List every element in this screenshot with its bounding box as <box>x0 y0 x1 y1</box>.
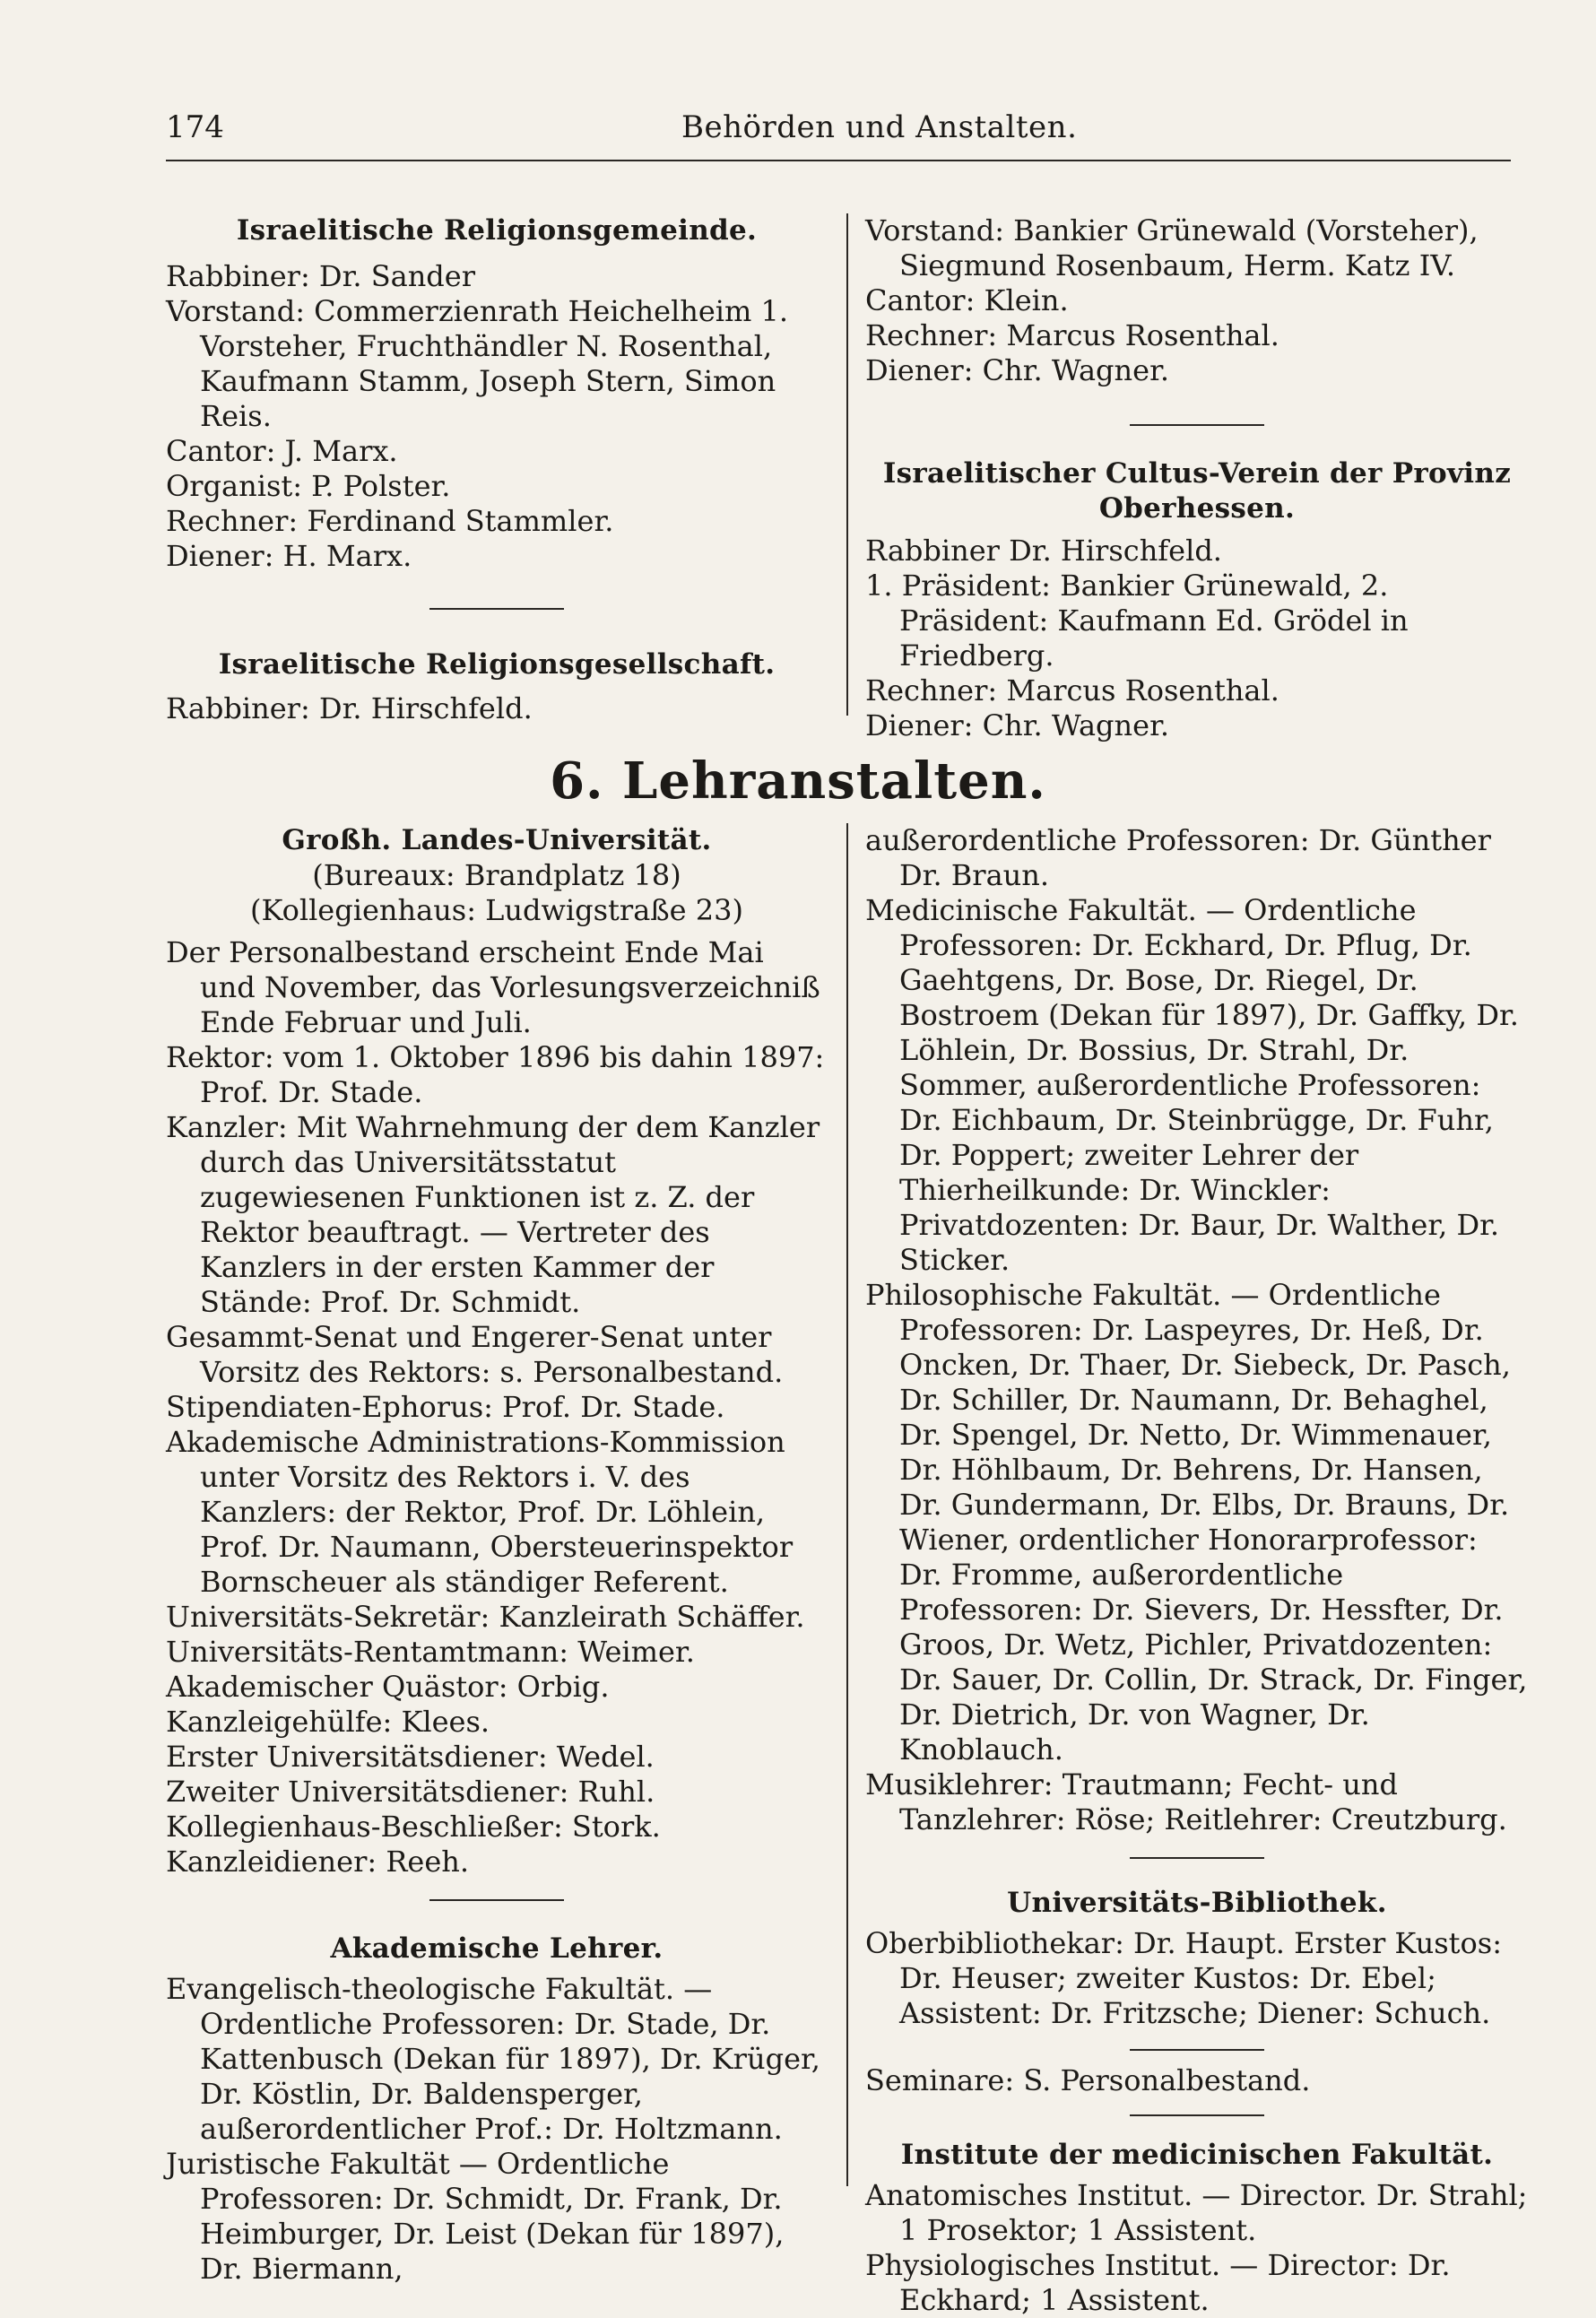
quaestor-entry: Akademischer Quästor: Orbig. <box>166 1670 610 1704</box>
treasurer-entry: Rechner: Marcus Rosenthal. <box>865 318 1279 352</box>
section-title: Institute der medicinischen Fakultät. <box>900 2139 1494 2171</box>
treasurer-entry: Rechner: Marcus Rosenthal. <box>865 673 1279 708</box>
cantor-entry: Cantor: J. Marx. <box>166 434 398 468</box>
section-title: Universitäts-Bibliothek. <box>1007 1887 1387 1919</box>
faculty-entry: Medicinische Fakultät. — Ordentliche Professoren: Dr. Eckhard, Dr. Pflug, Dr. Gaehtgens, Dr. Bose, Dr. Riegel, Dr. Bostroem (Dekan für 1897), Dr. Gaffky, Dr. Löhlein, Dr. Bossius, Dr. Strahl, Dr. Sommer, außerordentliche Professoren: Dr. Eichbaum, Dr. Steinbrügge, Dr. Fuhr, Dr. Poppert; zweiter Lehrer der Thierheilkunde: Dr. Winckler: Privatdozenten: Dr. Baur, Dr. Walther, Dr. Sticker. <box>865 893 1519 1277</box>
top-left-column <box>166 213 828 726</box>
page-header <box>166 106 1511 169</box>
faculty-entry: Evangelisch-theologische Fakultät. — Ordentliche Professoren: Dr. Stade, Dr. Kattenbusch (Dekan für 1897), Dr. Krüger, Dr. Köstlin, Dr. Baldensperger, außerordentlicher Prof.: Dr. Holtzmann. <box>166 1972 820 2146</box>
institute-entry: Physiologisches Institut. — Director: Dr. Eckhard; 1 Assistent. <box>865 2248 1451 2317</box>
assistant-entry: Kanzleigehülfe: Klees. <box>166 1705 490 1739</box>
cantor-entry: Cantor: Klein. <box>865 283 1069 317</box>
institute-entry: Anatomisches Institut. — Director. Dr. Strahl; 1 Prosektor; 1 Assistent. <box>865 2178 1528 2247</box>
servant-entry: Diener: H. Marx. <box>166 539 412 573</box>
president-entry: 1. Präsident: Bankier Grünewald, 2. Präsident: Kaufmann Ed. Grödel in Friedberg. <box>865 569 1409 673</box>
organist-entry: Organist: P. Polster. <box>166 469 451 503</box>
rabbi-entry: Rabbiner Dr. Hirschfeld. <box>865 534 1222 568</box>
board-entry: Vorstand: Bankier Grünewald (Vorsteher), Siegmund Rosenbaum, Herm. Katz IV. <box>865 213 1479 282</box>
rabbi-entry: Rabbiner: Dr. Sander <box>166 259 476 293</box>
seminare-entry: Seminare: S. Personalbestand. <box>865 2063 1311 2097</box>
office-servant-entry: Kanzleidiener: Reeh. <box>166 1845 470 1879</box>
teachers-entry: Musiklehrer: Trautmann; Fecht- und Tanzlehrer: Röse; Reitlehrer: Creutzburg. <box>865 1767 1507 1836</box>
bottom-left-column <box>166 823 828 2287</box>
treasurer-entry: Rechner: Ferdinand Stammler. <box>166 504 614 538</box>
section-title: Israelitischer Cultus-Verein der Provinz Oberhessen. <box>882 457 1512 525</box>
top-right-column <box>865 213 1529 743</box>
ephorus-entry: Stipendiaten-Ephorus: Prof. Dr. Stade. <box>166 1390 725 1424</box>
secretary-entry: Universitäts-Sekretär: Kanzleirath Schäffer. <box>166 1600 805 1634</box>
section-title: Großh. Landes-Universität. <box>282 824 712 856</box>
section-title: Israelitische Religionsgemeinde. <box>236 214 758 247</box>
section-title: Akademische Lehrer. <box>330 1932 664 1965</box>
page-number: 174 <box>166 109 224 145</box>
senate-entry: Gesammt-Senat und Engerer-Senat unter Vorsitz des Rektors: s. Personalbestand. <box>166 1320 784 1389</box>
section-title: Israelitische Religionsgesellschaft. <box>218 648 776 681</box>
first-servant-entry: Erster Universitätsdiener: Wedel. <box>166 1740 655 1774</box>
faculty-entry: Philosophische Fakultät. — Ordentliche Professoren: Dr. Laspeyres, Dr. Heß, Dr. Oncken, Dr. Thaer, Dr. Siebeck, Dr. Pasch, Dr. Schiller, Dr. Naumann, Dr. Behaghel, Dr. Spengel, Dr. Netto, Dr. Wimmenauer, Dr. Höhlbaum, Dr. Behrens, Dr. Hansen, Dr. Gundermann, Dr. Elbs, Dr. Brauns, Dr. Wiener, ordentlicher Honorarprofessor: Dr. Fromme, außerordentliche Professoren: Dr. Sievers, Dr. Hessfter, Dr. Groos, Dr. Wetz, Pichler, Privatdozenten: Dr. Sauer, Dr. Collin, Dr. Strack, Dr. Finger, Dr. Dietrich, Dr. von Wagner, Dr. Knoblauch. <box>865 1278 1528 1767</box>
running-head: Behörden und Anstalten. <box>681 109 1078 145</box>
chancellor-entry: Kanzler: Mit Wahrnehmung der dem Kanzler durch das Universitätsstatut zugewiesenen Funktionen ist z. Z. der Rektor beauftragt. — Vertreter des Kanzlers in der ersten Kammer der Stände: Prof. Dr. Schmidt. <box>166 1110 820 1319</box>
address-line: (Bureaux: Brandplatz 18) <box>312 858 681 892</box>
rabbi-entry: Rabbiner: Dr. Hirschfeld. <box>166 691 533 725</box>
faculty-entry: außerordentliche Professoren: Dr. Günther Dr. Braun. <box>865 823 1491 892</box>
board-entry: Vorstand: Commerzienrath Heichelheim 1. Vorsteher, Fruchthändler N. Rosenthal, Kaufmann Stamm, Joseph Stern, Simon Reis. <box>166 294 789 433</box>
column-divider <box>846 823 848 2186</box>
library-entry: Oberbibliothekar: Dr. Haupt. Erster Kustos: Dr. Heuser; zweiter Kustos: Dr. Ebel; Assistent: Dr. Fritzsche; Diener: Schuch. <box>865 1926 1502 2030</box>
caretaker-entry: Kollegienhaus-Beschließer: Stork. <box>166 1810 661 1844</box>
servant-entry: Diener: Chr. Wagner. <box>865 353 1170 387</box>
rentamtmann-entry: Universitäts-Rentamtmann: Weimer. <box>166 1635 695 1669</box>
servant-entry: Diener: Chr. Wagner. <box>865 708 1170 742</box>
header-rule <box>166 160 1511 161</box>
column-divider <box>846 213 848 716</box>
bottom-right-column <box>865 823 1529 2318</box>
address-line: (Kollegienhaus: Ludwigstraße 23) <box>250 893 743 927</box>
rector-entry: Rektor: vom 1. Oktober 1896 bis dahin 1897: Prof. Dr. Stade. <box>166 1040 825 1109</box>
chapter-heading: 6. Lehranstalten. <box>550 751 1046 811</box>
second-servant-entry: Zweiter Universitätsdiener: Ruhl. <box>166 1775 655 1809</box>
commission-entry: Akademische Administrations-Kommission unter Vorsitz des Rektors i. V. des Kanzlers: der Rektor, Prof. Dr. Löhlein, Prof. Dr. Naumann, Obersteuerinspektor Bornscheuer als ständiger Referent. <box>166 1425 794 1599</box>
faculty-entry: Juristische Fakultät — Ordentliche Professoren: Dr. Schmidt, Dr. Frank, Dr. Heimburger, Dr. Leist (Dekan für 1897), Dr. Biermann, <box>166 2147 785 2286</box>
notice-entry: Der Personalbestand erscheint Ende Mai und November, das Vorlesungsverzeichniß Ende Februar und Juli. <box>166 935 820 1039</box>
